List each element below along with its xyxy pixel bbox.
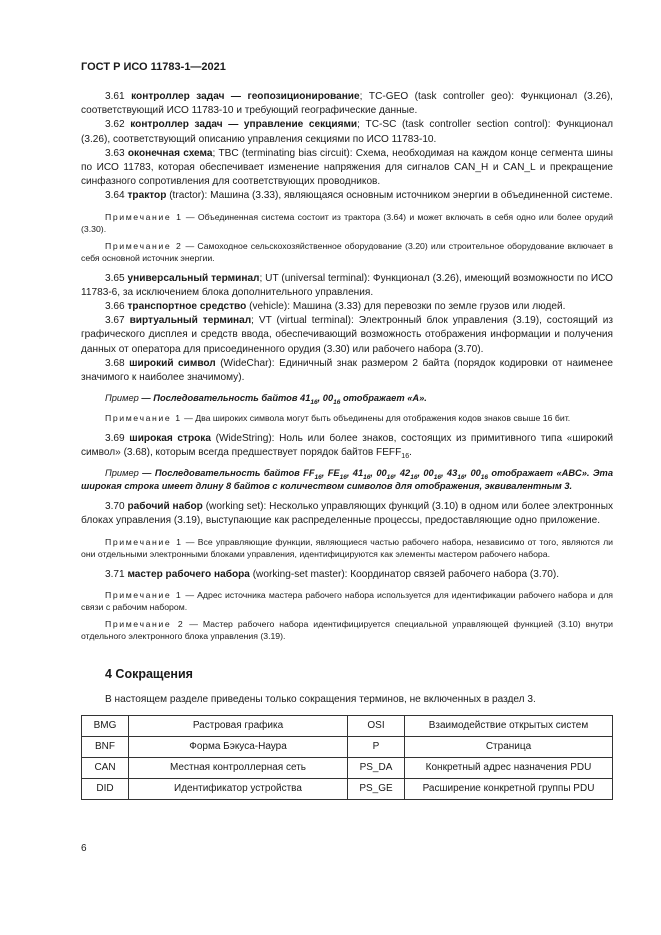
abbreviation-cell: BMG: [82, 716, 129, 737]
page-number: 6: [81, 843, 87, 854]
definition-3-64: 3.64 трактор (tractor): Машина (3.33), являющаяся основным источником энергии в объединенной системе.: [105, 190, 613, 202]
definition-cell: Конкретный адрес назначения PDU: [405, 758, 613, 779]
definition-3-66: 3.66 транспортное средство (vehicle): Машина (3.33) для перевозки по земле грузов или людей.: [105, 301, 566, 313]
section-4-heading: 4 Сокращения: [105, 666, 193, 681]
term: виртуальный терминал: [129, 315, 252, 327]
term: мастер рабочего набора: [127, 568, 250, 580]
abbreviation-cell: BNF: [82, 737, 129, 758]
abbreviation-cell: PS_DA: [348, 758, 405, 779]
term: контроллер задач — управление секциями: [130, 119, 358, 131]
definition-3-69: 3.69 широкая строка (WideString): Ноль или более знаков, состоящих из примитивного типа «широкий символ» (3.68), которым всегда предшествует порядок байтов $FEFF_{16}$.: [81, 432, 613, 460]
note-3-64-2: Примечание 2 — Самоходное сельскохозяйственное оборудование (3.20) или строительное оборудование включает в себя основной источник энергии.: [81, 240, 613, 264]
table-row: [82, 779, 613, 800]
abbreviation-cell: PS_GE: [348, 779, 405, 800]
table-row: [82, 737, 613, 758]
definition-3-70: 3.70 рабочий набор (working set): Несколько управляющих функций (3.10) в одном или более электронных блоках управления (3.19), выступающие как распределенные процессы, предоставляющие одно приложение.: [81, 501, 614, 527]
table-row: [82, 716, 613, 737]
definition-cell: Форма Бэкуса-Наура: [129, 737, 348, 758]
term: широкая строка: [129, 432, 211, 444]
definition-cell: Расширение конкретной группы PDU: [405, 779, 613, 800]
abbreviations-table: [81, 715, 613, 800]
table-row: [82, 758, 613, 779]
definition-cell: Взаимодействие открытых систем: [405, 716, 613, 737]
term: оконечная схема: [127, 147, 213, 159]
term: универсальный терминал: [127, 272, 260, 284]
term: контроллер задач — геопозиционирование: [131, 91, 360, 102]
abbreviation-cell: CAN: [82, 758, 129, 779]
definition-3-68: 3.68 широкий символ (WideChar): Единичный знак размером 2 байта (порядок кодировки от наименее значимого к наиболее значимому).: [81, 357, 613, 384]
definition-3-62: 3.62 контроллер задач — управление секциями; TC-SC (task controller section control): Функционал (3.26), соответствующий описанию управления секциями по ИСО 11783-10.: [81, 119, 613, 145]
document-body: [81, 90, 613, 800]
note-3-68-1: Примечание 1 — Два широких символа могут быть объединены для отображения кодов знаков свыше 16 бит.: [105, 413, 571, 424]
definition-3-65: 3.65 универсальный терминал; UT (universal terminal): Функционал (3.26), имеющий возможности по ИСО 11783-6, за исключением блока дополнительного управления.: [81, 272, 613, 298]
definition-cell: Местная контроллерная сеть: [129, 758, 348, 779]
definition-cell: Страница: [405, 737, 613, 758]
document-header: ГОСТ Р ИСО 11783-1—2021: [81, 61, 226, 73]
abbreviation-cell: OSI: [348, 716, 405, 737]
note-3-71-2: Примечание 2 — Мастер рабочего набора идентифицируется специальной управляющей функцией (3.10) внутри отдельного электронного блока управления (3.19).: [81, 618, 613, 642]
note-3-71-1: Примечание 1 — Адрес источника мастера рабочего набора используется для идентификации рабочего набора и для связи с рабочим набором.: [81, 589, 613, 613]
definition-3-63: 3.63 оконечная схема; TBC (terminating bias circuit): Схема, необходимая на каждом конце сегмента шины по ИСО 11783, которая обеспечивает изменение напряжения для сигналов CAN_H и CAN_L и прекращение синфазного сопротивления для соответствующих проводников.: [81, 147, 614, 188]
definition-3-67: 3.67 виртуальный терминал; VT (virtual terminal): Электронный блок управления (3.19), состоящий из графического дисплея и средств ввода, обеспечивающий возможность отображения информации и получения данных от оператора для присоединенного орудия (3.30) или рабочего набора (3.70).: [81, 315, 613, 355]
definition-cell: Идентификатор устройства: [129, 779, 348, 800]
term: трактор: [127, 190, 167, 202]
definition-cell: Растровая графика: [129, 716, 348, 737]
term: транспортное средство: [127, 301, 247, 313]
abbreviation-cell: P: [348, 737, 405, 758]
example-3-69: Пример — Последовательность байтов $FF_{16}$, $FE_{16}$, $41_{16}$, $00_{16}$, $42_{16}$, $00_{16}$, $43_{16}$, $00_{16}$ отображает «ABC». Эта широкая строка имеет длину 8 байтов с количеством символов для отображения, эквивалентным 3.: [81, 468, 613, 492]
note-3-70-1: Примечание 1 — Все управляющие функции, являющиеся частью рабочего набора, независимо от того, являются ли они отдельными электронными блоками управления, идентифицируются как элементы мастером рабочего набора.: [81, 536, 614, 560]
definition-3-61: 3.61 контроллер задач — геопозиционирование; TC-GEO (task controller geo): Функционал (3.26), соответствующий ИСО 11783-10 и требующий географические данные.: [81, 91, 613, 117]
definition-3-71: 3.71 мастер рабочего набора (working-set master): Координатор связей рабочего набора (3.70).: [105, 568, 560, 580]
example-3-68: Пример — Последовательность байтов $41_{16}$, $00_{16}$ отображает «А».: [105, 393, 427, 407]
section-4-intro: В настоящем разделе приведены только сокращения терминов, не включенных в раздел 3.: [105, 693, 536, 705]
abbreviation-cell: DID: [82, 779, 129, 800]
note-3-64-1: Примечание 1 — Объединенная система состоит из трактора (3.64) и может включать в себя одно или более орудий (3.30).: [81, 211, 613, 235]
term: рабочий набор: [127, 501, 203, 513]
term: широкий символ: [129, 357, 216, 369]
